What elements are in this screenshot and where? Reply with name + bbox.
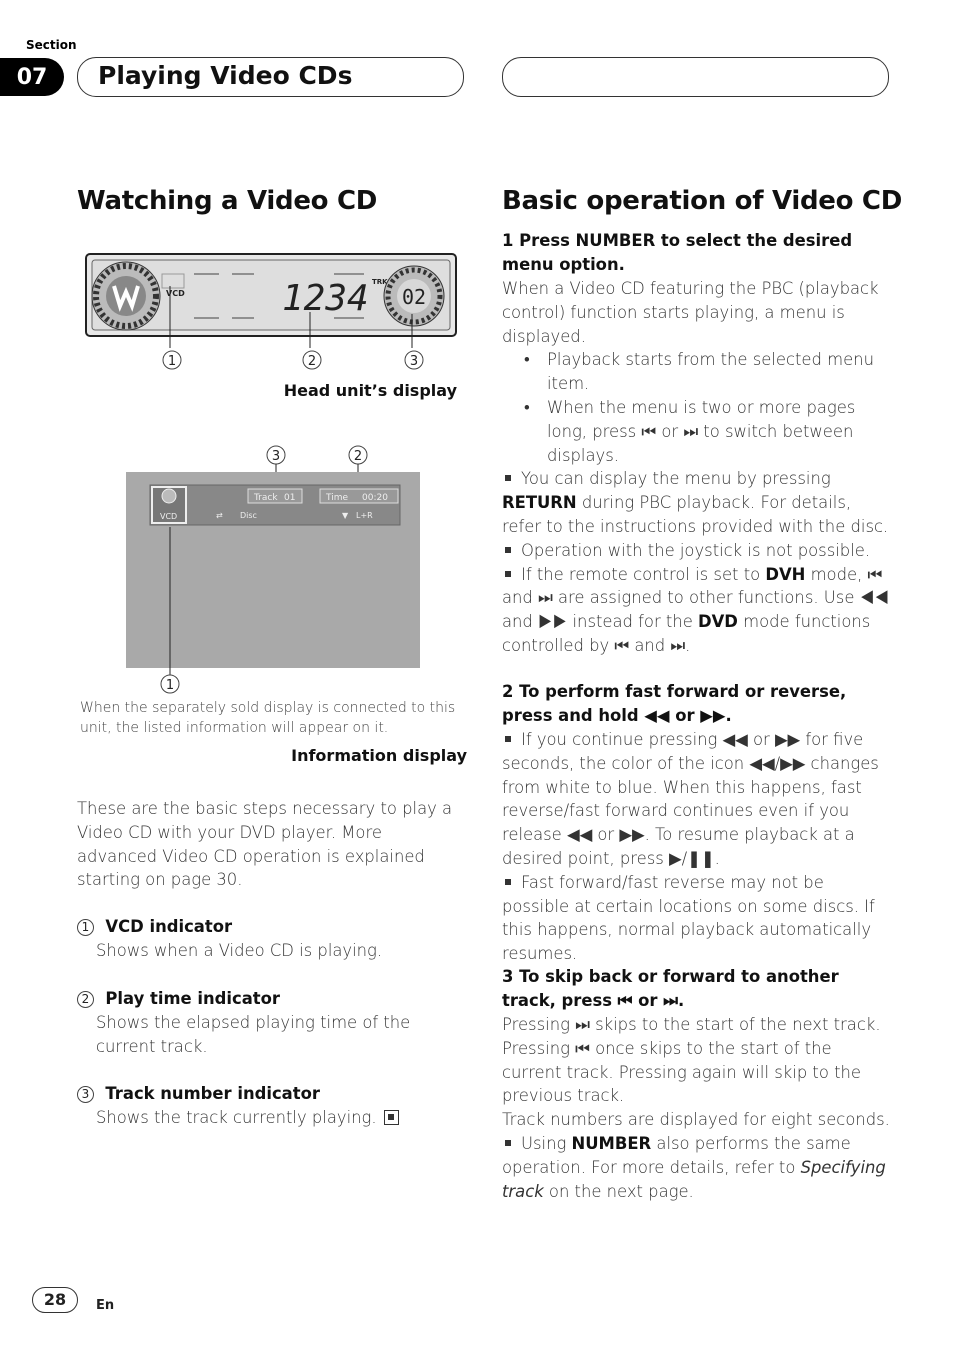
step-3-text-2: Track numbers are displayed for eight seconds. [502, 1110, 890, 1130]
head-unit-caption: Head unit’s display [283, 381, 457, 400]
item-num-1: 1 [77, 919, 94, 936]
trk-label: TRK [372, 278, 388, 286]
indicator-item-3 [77, 1082, 462, 1130]
svg-text:⇄: ⇄ [216, 511, 223, 520]
vcd-ring-icon [92, 262, 160, 330]
info-lr-label: L+R [356, 511, 373, 520]
time-digits: 1234 [282, 278, 369, 319]
item-text-1: Shows when a Video CD is playing. [96, 941, 383, 960]
section-title: Playing Video CDs [98, 61, 353, 90]
info-vcd-label: VCD [160, 512, 178, 521]
head-unit-display-figure [84, 252, 458, 374]
info-callout-1: 1 [165, 678, 175, 693]
callout-3: 3 [409, 354, 419, 369]
step-1-note-3: If the remote control is set to DVH mode, ⏮ and ⏭ are assigned to other functions. Use ◀◀ and ▶▶ instead for the DVD mode functions controlled by ⏮ and ⏭. [502, 564, 889, 655]
indicator-item-1 [77, 915, 462, 963]
step-1-title: 1 Press NUMBER to select the desired menu option. [502, 231, 853, 274]
language-label: En [96, 1298, 115, 1313]
step-3-title: 3 To skip back or forward to another track, press ⏮ or ⏭. [502, 967, 839, 1010]
step-1-note-1: You can display the menu by pressing RETURN during PBC playback. For details, refer to the instructions provided with the disc. [502, 469, 889, 536]
intro-paragraph: These are the basic steps necessary to play a Video CD with your DVD player. More advanced Video CD operation is explained starting on page 30. [77, 799, 453, 890]
section-title-box [77, 57, 464, 97]
item-text-2: Shows the elapsed playing time of the current track. [96, 1013, 411, 1056]
step-2-note-2: Fast forward/fast reverse may not be possible at certain locations on some discs. If this happens, normal playback automatically resumes. [502, 872, 875, 964]
information-display-figure [124, 443, 422, 697]
step-1-bullet-2: • When the menu is two or more pages long, press ⏮ or ⏭ to switch between displays. [524, 397, 856, 465]
step-1-text: When a Video CD featuring the PBC (playback control) function starts playing, a menu is displayed. [502, 279, 879, 346]
item-text-3: Shows the track currently playing. [96, 1108, 377, 1127]
step-1 [502, 229, 892, 658]
info-track-label: Track [254, 493, 278, 503]
page-number: 28 [32, 1287, 78, 1313]
section-label: Section [26, 38, 77, 52]
info-callout-3: 3 [271, 449, 281, 464]
item-num-2: 2 [77, 991, 94, 1008]
item-title-3: Track number indicator [105, 1084, 320, 1103]
step-3-note: Using NUMBER also performs the same operation. For more details, refer to Specifying track on the next page. [502, 1133, 886, 1201]
left-heading: Watching a Video CD [77, 186, 378, 216]
step-2-note-1: If you continue pressing ◀◀ or ▶▶ for five seconds, the color of the icon ◀◀/▶▶ changes from white to blue. When this happens, fast reverse/fast forward continues even if you release ◀◀ or ▶▶. To resume playback at a desired point, press ▶/❚❚. [502, 730, 879, 868]
section-number: 07 [0, 58, 64, 96]
end-mark-icon [384, 1110, 399, 1125]
info-track-value: 01 [284, 493, 296, 503]
item-title-2: Play time indicator [105, 989, 280, 1008]
info-display-note: When the separately sold display is connected to this unit, the listed information will appear on it. [80, 700, 456, 736]
callout-1: 1 [167, 354, 177, 369]
callout-2: 2 [307, 354, 317, 369]
info-disc-label: Disc [240, 511, 257, 520]
indicator-item-2 [77, 987, 462, 1059]
info-display-caption: Information display [291, 746, 467, 765]
right-heading: Basic operation of Video CD [502, 186, 902, 216]
item-num-3: 3 [77, 1086, 94, 1103]
item-title-1: VCD indicator [105, 917, 233, 936]
info-time-label: Time [326, 493, 349, 503]
svg-text:▼: ▼ [342, 511, 349, 520]
step-1-bullet-1: • Playback starts from the selected menu item. [524, 350, 874, 394]
vcd-indicator-text: VCD [166, 289, 185, 298]
step-2 [502, 680, 892, 966]
step-3 [502, 965, 892, 1203]
step-2-title: 2 To perform fast forward or reverse, press and hold ◀◀ or ▶▶. [502, 682, 847, 725]
empty-header-box [502, 57, 889, 97]
track-digits: 02 [402, 285, 427, 309]
info-callout-2: 2 [353, 449, 363, 464]
step-1-note-2: Operation with the joystick is not possible. [502, 539, 892, 563]
step-3-text-1: Pressing ⏭ skips to the start of the next track. Pressing ⏮ once skips to the start of the current track. Pressing again will skip to the previous track. [502, 1015, 881, 1106]
info-time-value: 00:20 [362, 493, 388, 503]
